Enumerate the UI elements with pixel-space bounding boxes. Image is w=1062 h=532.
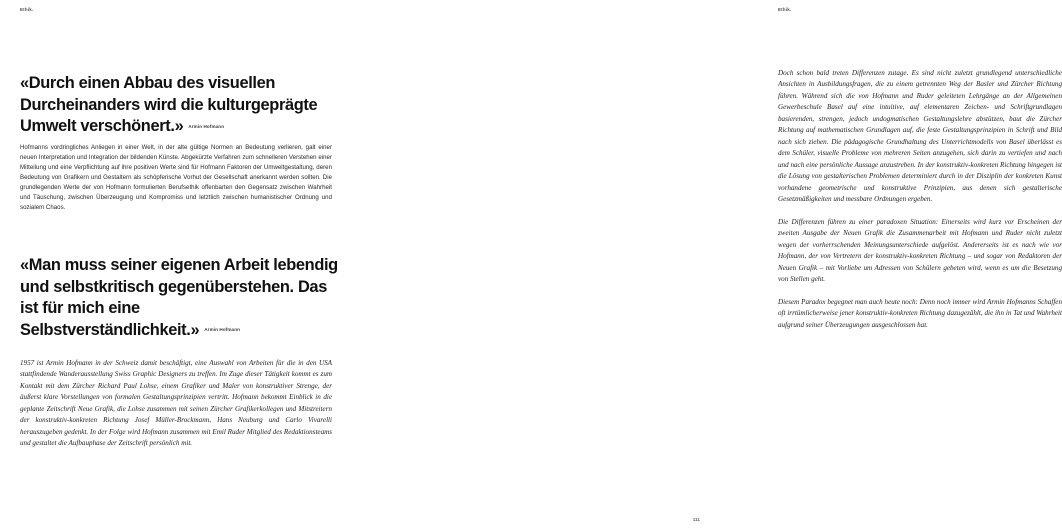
left-body-paragraph: Hofmanns vordringliches Anliegen in einer Welt, in der alte gültige Normen an Bedeutung verlieren, galt einer neuen Interpretation und Integration der bildenden Künste. Abgekürzte Verfahren zum schnelleren Verstehen einer Mitteilung und eine Verpflichtung auf ihre positiven Werte sind für Hofmann Faktoren der Umweltgestaltung, deren Bedeutung von Grafikern und Gestaltern als schöpferische Vorhut der Gesellschaft anerkannt werden sollten. Die grundlegenden Werte der von Hofmann formulierten Berufsethik offenbarten den Gegensatz zwischen Wahrheit und Täuschung, zwischen Überzeugung und Kompromiss und letztlich zwischen humanistischer Ordnung und sozialem Chaos. (20, 144, 332, 211)
right-paragraph: Diesem Paradox begegnet man auch heute noch: Denn noch immer wird Armin Hofmanns Schaffen oft irrtümlicherweise jener konstruktiv-konkreten Richtung dazugezählt, die ihn in Tat und Wahrheit aufgrund seiner Überzeugungen ausgeschlossen hat. (778, 297, 1062, 329)
left-caption-paragraph: 1957 ist Armin Hofmann in der Schweiz damit beschäftigt, eine Auswahl von Arbeiten für die in den USA stattfindende Wanderausstellung Swiss Graphic Designers zu treffen. Im Zuge dieser Tätigkeit kommt es zum Kontakt mit dem Zürcher Richard Paul Lohse, einem Grafiker und Maler von konstruktiver Strenge, der äußerst klare Vorstellungen von formalen Gestaltungsprinzipien vertritt. Hofmann bekommt Einblick in die geplante Zeitschrift Neue Grafik, die Lohse zusammen mit seinen Zürcher Grafikerkollegen und Mitstreitern der konstruktiv-konkreten Richtung Josef Müller-Brockmann, Hans Neuburg und Carlo Vivarelli herauszugeben gedenkt. In der Folge wird Hofmann zusammen mit Emil Ruder Mitglied des Redaktionsteams und gestaltet die Aufbauphase der Zeitschrift persönlich mit. (20, 359, 332, 448)
running-head-left: Ethik. (20, 7, 34, 12)
right-column (778, 68, 1062, 331)
pull-quote-two-text: «Man muss seiner eigenen Arbeit lebendig und selbstkritisch gegenüberstehen. Das ist für mich eine Selbstverständlichkeit.» (20, 256, 338, 339)
right-page (360, 0, 1062, 532)
pull-quote-two (20, 255, 338, 342)
pull-quote-one-text: «Durch einen Abbau des visuellen Durcheinanders wird die kulturgeprägte Umwelt verschönert.» (20, 74, 318, 136)
page-number: 111 (692, 517, 700, 522)
pull-quote-one (20, 73, 338, 138)
running-head-right: Ethik. (778, 7, 792, 12)
right-paragraph: Die Differenzen führen zu einer paradoxen Situation: Einerseits wird kurz vor Erscheinen der zweiten Ausgabe der Neuen Grafik die Zusammenarbeit mit Hofmann und Ruder nicht zuletzt wegen der vorherrschenden Meinungsunterschiede aufgelöst. Andererseits ist es nach wie vor Hofmann, der von Vertretern der konstruktiv-konkreten Richtung – und sogar von Redaktoren der Neuen Grafik – mit Vorliebe um Adressen von Schülern gebeten wird, wenn es um die Besetzung von Stellen geht. (778, 217, 1062, 284)
right-paragraph: Doch schon bald treten Differenzen zutage. Es sind nicht zuletzt grundlegend unterschiedliche Ansichten in Ausbildungsfragen, die zu einem getrennten Weg der Basler und Zürcher Richtung führen. Während sich die von Hofmann und Ruder geleiteten Lehrgänge an der Allgemeinen Gewerbeschule Basel auf eine intuitive, auf elementaren Zeichen- und Schriftgrundlagen basierenden, strengen, jedoch undogmatischen Gestaltungslehre abstützen, baut die Zürcher Richtung auf mathematischen Grundlagen auf, die feste Gestaltungsprinzipien in Schrift und Bild nach sich ziehen. Die pädagogische Grundhaltung des Unterrichtmodells von Basel überlässt es dem Schüler, visuelle Probleme von mehreren Seiten anzugehen, sich darin zu vertiefen und nach und nach eine persönliche Aussage anzustreben. In der konstruktiv-konkreten Richtung hingegen ist die Lösung von gestalterischen Problemen determiniert durch in der Disziplin der konkreten Kunst vorhandene geometrische und konstruktive Prinzipien, aus denen sich gestalterische Gesetzmäßigkeiten und messbare Ordnungen ergeben. (778, 69, 1062, 204)
pull-quote-two-attribution: Armin Hofmann (204, 327, 241, 333)
left-page (0, 0, 360, 532)
pull-quote-one-attribution: Armin Hofmann (188, 123, 225, 129)
